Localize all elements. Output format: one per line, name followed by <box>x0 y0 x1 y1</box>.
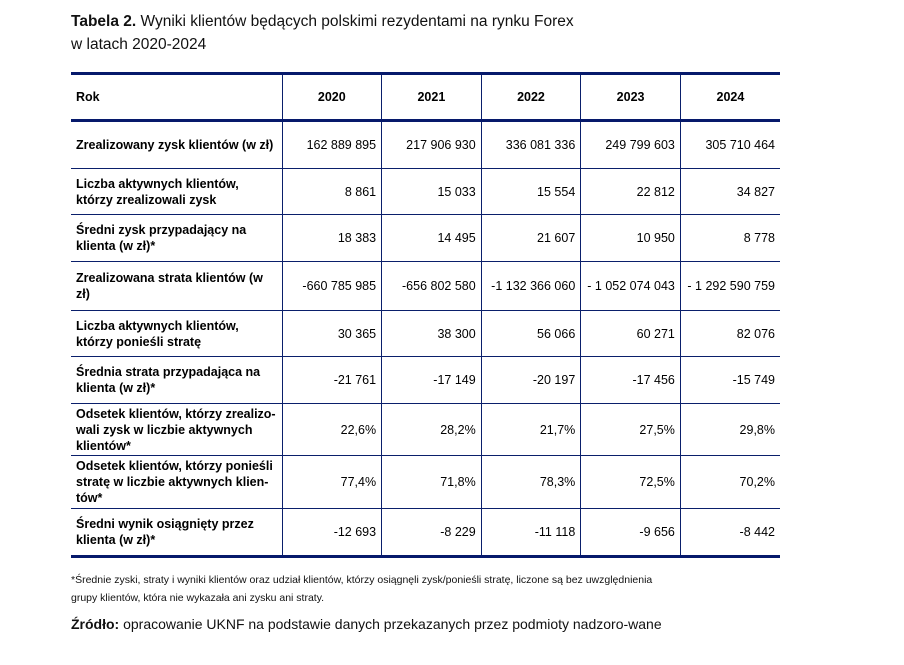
cell-value: 78,3% <box>481 456 581 509</box>
source-text: opracowanie UKNF na podstawie danych przekazanych przez podmioty nadzoro-wane <box>123 616 662 632</box>
cell-value: 71,8% <box>382 456 482 509</box>
cell-value: 15 554 <box>481 169 581 215</box>
table-row <box>71 215 780 262</box>
cell-value: -21 761 <box>282 357 382 404</box>
row-label: Średni wynik osiągnięty przez klienta (w zł)* <box>71 509 282 557</box>
cell-value: -17 149 <box>382 357 482 404</box>
cell-value: -17 456 <box>581 357 681 404</box>
cell-value: 305 710 464 <box>680 121 780 169</box>
row-label: Odsetek klientów, którzy zrealizo-wali zysk w liczbie aktywnych klientów* <box>71 404 282 456</box>
cell-value: -1 132 366 060 <box>481 262 581 311</box>
table-title-label: Tabela 2. <box>71 13 137 30</box>
cell-value: 28,2% <box>382 404 482 456</box>
cell-value: 15 033 <box>382 169 482 215</box>
cell-value: 14 495 <box>382 215 482 262</box>
cell-value: 60 271 <box>581 311 681 357</box>
cell-value: -15 749 <box>680 357 780 404</box>
table-row <box>71 357 780 404</box>
header-year: 2024 <box>680 74 780 121</box>
table-row <box>71 311 780 357</box>
cell-value: -660 785 985 <box>282 262 382 311</box>
row-label: Odsetek klientów, którzy ponieśli stratę w liczbie aktywnych klien-tów* <box>71 456 282 509</box>
cell-value: 217 906 930 <box>382 121 482 169</box>
cell-value: -8 229 <box>382 509 482 557</box>
cell-value: 29,8% <box>680 404 780 456</box>
source-label: Źródło: <box>71 616 120 632</box>
row-label: Średnia strata przypadająca na klienta (w zł)* <box>71 357 282 404</box>
cell-value: -656 802 580 <box>382 262 482 311</box>
cell-value: 8 778 <box>680 215 780 262</box>
cell-value: 38 300 <box>382 311 482 357</box>
table-row <box>71 509 780 557</box>
row-label: Zrealizowany zysk klientów (w zł) <box>76 138 274 152</box>
row-label: Średni zysk przypadający na klienta (w zł)* <box>71 215 282 262</box>
header-year: 2021 <box>382 74 482 121</box>
cell-value: 162 889 895 <box>282 121 382 169</box>
cell-value: 70,2% <box>680 456 780 509</box>
cell-value: 8 861 <box>282 169 382 215</box>
cell-value: 18 383 <box>282 215 382 262</box>
cell-value: 21 607 <box>481 215 581 262</box>
table-row <box>71 456 780 509</box>
cell-value: 22 812 <box>581 169 681 215</box>
row-label: Zrealizowana strata klientów (w zł) <box>71 262 282 311</box>
table-title-text-line2: w latach 2020-2024 <box>71 36 207 53</box>
table-row <box>71 262 780 311</box>
table-row <box>71 169 780 215</box>
cell-value: -11 118 <box>481 509 581 557</box>
cell-value: 30 365 <box>282 311 382 357</box>
cell-value: 82 076 <box>680 311 780 357</box>
cell-value: 27,5% <box>581 404 681 456</box>
cell-value: 21,7% <box>481 404 581 456</box>
cell-value: -12 693 <box>282 509 382 557</box>
cell-value: -9 656 <box>581 509 681 557</box>
cell-value: -20 197 <box>481 357 581 404</box>
cell-value: - 1 052 074 043 <box>581 262 681 311</box>
header-label: Rok <box>71 74 282 121</box>
header-year: 2022 <box>481 74 581 121</box>
table-row <box>71 121 780 169</box>
results-table <box>71 72 780 558</box>
cell-value: 77,4% <box>282 456 382 509</box>
cell-value: 56 066 <box>481 311 581 357</box>
source-note <box>71 613 671 635</box>
cell-value: 249 799 603 <box>581 121 681 169</box>
cell-value: 72,5% <box>581 456 681 509</box>
header-row <box>71 74 780 121</box>
table-row <box>71 404 780 456</box>
row-label: Liczba aktywnych klientów, którzy ponieśli stratę <box>71 311 282 357</box>
cell-value: 22,6% <box>282 404 382 456</box>
cell-value: - 1 292 590 759 <box>680 262 780 311</box>
header-year: 2020 <box>282 74 382 121</box>
cell-value: 34 827 <box>680 169 780 215</box>
header-year: 2023 <box>581 74 681 121</box>
cell-value: 336 081 336 <box>481 121 581 169</box>
cell-value: -8 442 <box>680 509 780 557</box>
row-label: Liczba aktywnych klientów, którzy zrealizowali zysk <box>71 169 282 215</box>
cell-value: 10 950 <box>581 215 681 262</box>
table-title <box>71 10 791 56</box>
footnote: *Średnie zyski, straty i wyniki klientów oraz udział klientów, którzy osiągnęli zysk/ponieśli stratę, liczone są bez uwzględnienia grupy klientów, która nie wykazała ani zysku ani straty. <box>71 574 653 604</box>
table-title-text-line1: Wyniki klientów będących polskimi rezydentami na rynku Forex <box>140 13 574 30</box>
